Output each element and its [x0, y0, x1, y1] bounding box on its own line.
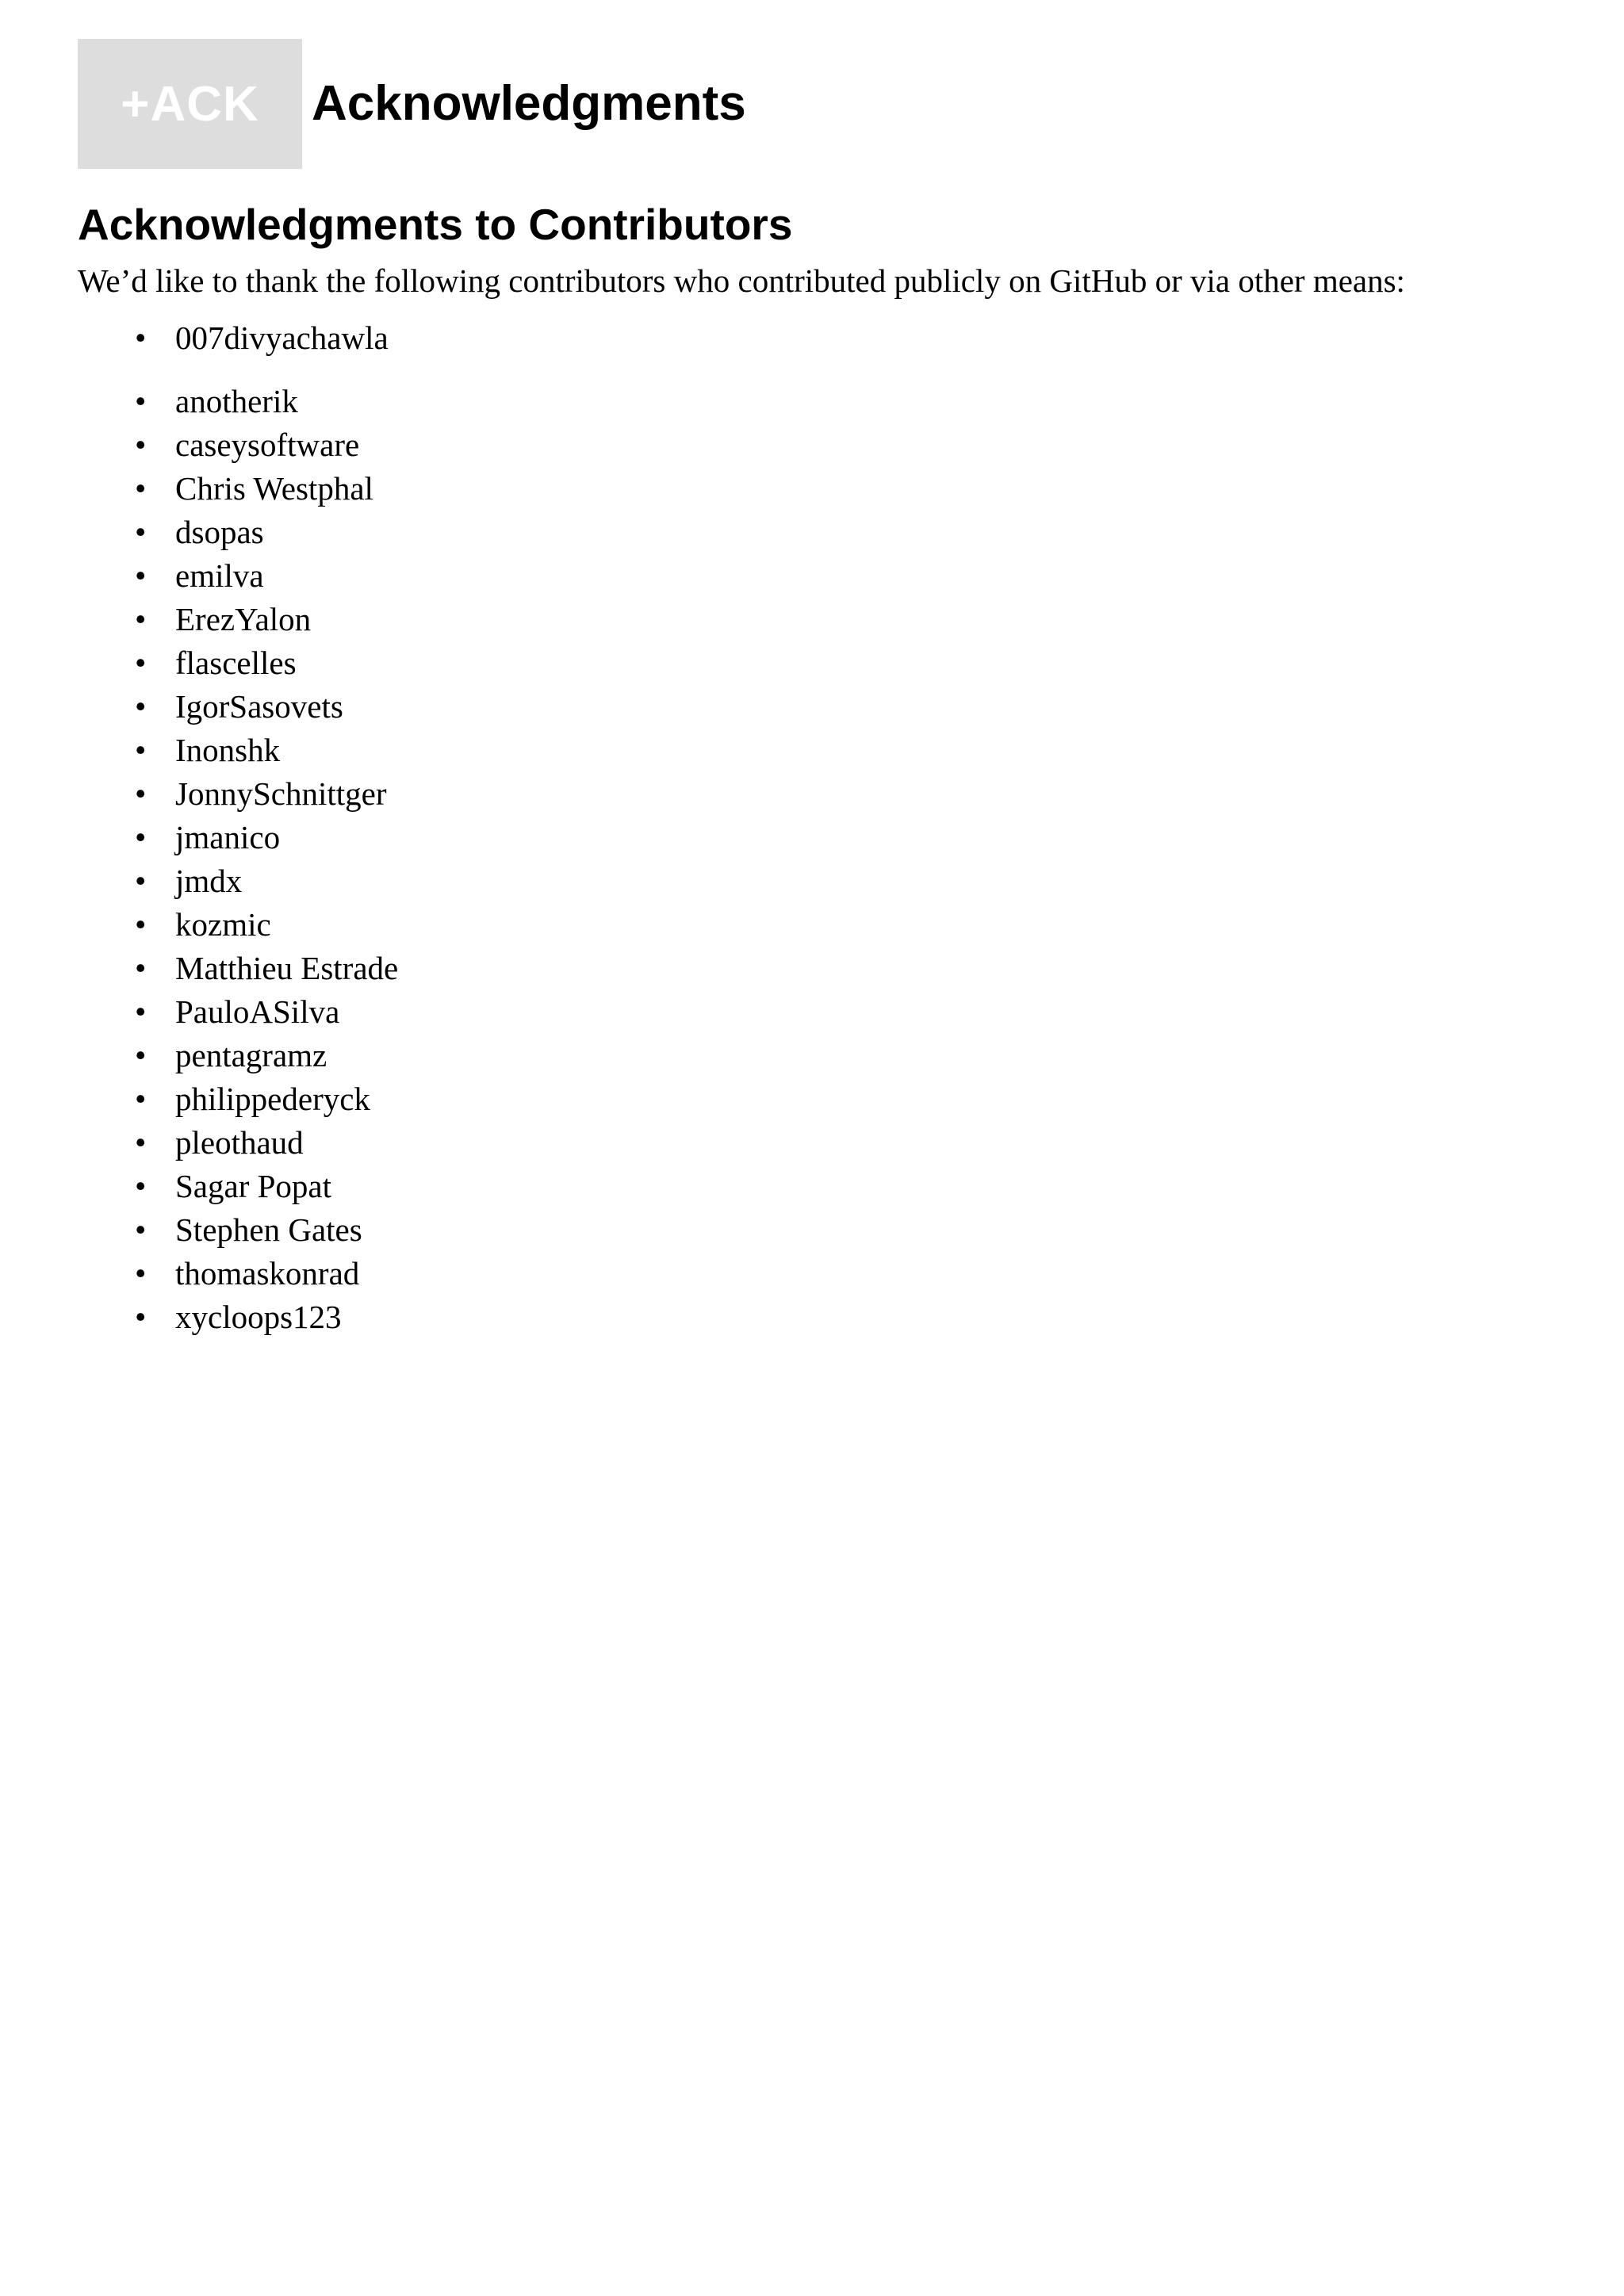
list-item: [78, 1034, 1568, 1077]
contributor-name: kozmic: [175, 905, 271, 943]
list-item: [78, 947, 1568, 990]
bullet-icon: •: [135, 600, 147, 637]
contributor-name: emilva: [175, 557, 264, 594]
contributor-name: jmanico: [175, 818, 281, 855]
contributor-name: IgorSasovets: [175, 687, 343, 725]
contributor-name: Sagar Popat: [175, 1167, 331, 1204]
contributor-list: [78, 316, 1568, 1339]
contributor-name: Stephen Gates: [175, 1211, 362, 1248]
contributor-name: pentagramz: [175, 1036, 327, 1073]
bullet-icon: •: [135, 469, 147, 507]
contributor-name: Chris Westphal: [175, 469, 373, 507]
contributor-name: Matthieu Estrade: [175, 949, 399, 986]
bullet-icon: •: [135, 862, 147, 899]
contributor-name: philippederyck: [175, 1080, 370, 1117]
contributor-name: xycloops123: [175, 1298, 342, 1335]
contributor-name: jmdx: [175, 862, 243, 899]
bullet-icon: •: [135, 644, 147, 681]
list-item: [78, 1208, 1568, 1252]
bullet-icon: •: [135, 775, 147, 812]
bullet-icon: •: [135, 818, 147, 855]
bullet-icon: •: [135, 1211, 147, 1248]
section-title: Acknowledgments to Contributors: [78, 200, 793, 249]
contributor-name: 007divyachawla: [175, 319, 389, 356]
contributor-name: dsopas: [175, 513, 264, 550]
contributor-name: caseysoftware: [175, 426, 360, 463]
list-item: [78, 1295, 1568, 1339]
list-item: [78, 1165, 1568, 1208]
page-title: Acknowledgments: [312, 76, 746, 131]
bullet-icon: •: [135, 513, 147, 550]
contributor-name: ErezYalon: [175, 600, 312, 637]
contributor-name: pleothaud: [175, 1123, 304, 1161]
list-item: [78, 1121, 1568, 1165]
bullet-icon: •: [135, 426, 147, 463]
list-item: [78, 859, 1568, 903]
ack-logo: [78, 39, 302, 169]
bullet-icon: •: [135, 687, 147, 725]
list-item: [78, 316, 1568, 360]
bullet-icon: •: [135, 905, 147, 943]
contributor-name: PauloASilva: [175, 993, 340, 1030]
list-item: [78, 1252, 1568, 1295]
bullet-icon: •: [135, 1036, 147, 1073]
bullet-icon: •: [135, 1254, 147, 1292]
list-item: [78, 729, 1568, 772]
bullet-icon: •: [135, 1167, 147, 1204]
bullet-icon: •: [135, 319, 147, 356]
page-header: [78, 39, 1568, 169]
list-item: [78, 816, 1568, 859]
intro-paragraph: We’d like to thank the following contributors who contributed publicly on GitHub or via other means:: [78, 262, 1405, 299]
contributor-name: anotherik: [175, 382, 298, 419]
list-item: [78, 990, 1568, 1034]
bullet-icon: •: [135, 949, 147, 986]
list-item: [78, 380, 1568, 423]
list-item: [78, 772, 1568, 816]
list-item: [78, 511, 1568, 554]
logo-text: +ACK: [121, 76, 259, 132]
list-item: [78, 598, 1568, 641]
contributor-name: JonnySchnittger: [175, 775, 387, 812]
list-item: [78, 685, 1568, 729]
bullet-icon: •: [135, 1080, 147, 1117]
document-page: [78, 39, 1568, 1339]
list-item: [78, 423, 1568, 467]
list-item: [78, 641, 1568, 685]
bullet-icon: •: [135, 382, 147, 419]
bullet-icon: •: [135, 731, 147, 768]
list-item: [78, 903, 1568, 947]
bullet-icon: •: [135, 557, 147, 594]
contributor-name: Inonshk: [175, 731, 281, 768]
bullet-icon: •: [135, 993, 147, 1030]
list-item: [78, 1077, 1568, 1121]
contributor-name: flascelles: [175, 644, 297, 681]
list-item: [78, 554, 1568, 598]
bullet-icon: •: [135, 1123, 147, 1161]
contributor-name: thomaskonrad: [175, 1254, 360, 1292]
list-item: [78, 467, 1568, 511]
bullet-icon: •: [135, 1298, 147, 1335]
